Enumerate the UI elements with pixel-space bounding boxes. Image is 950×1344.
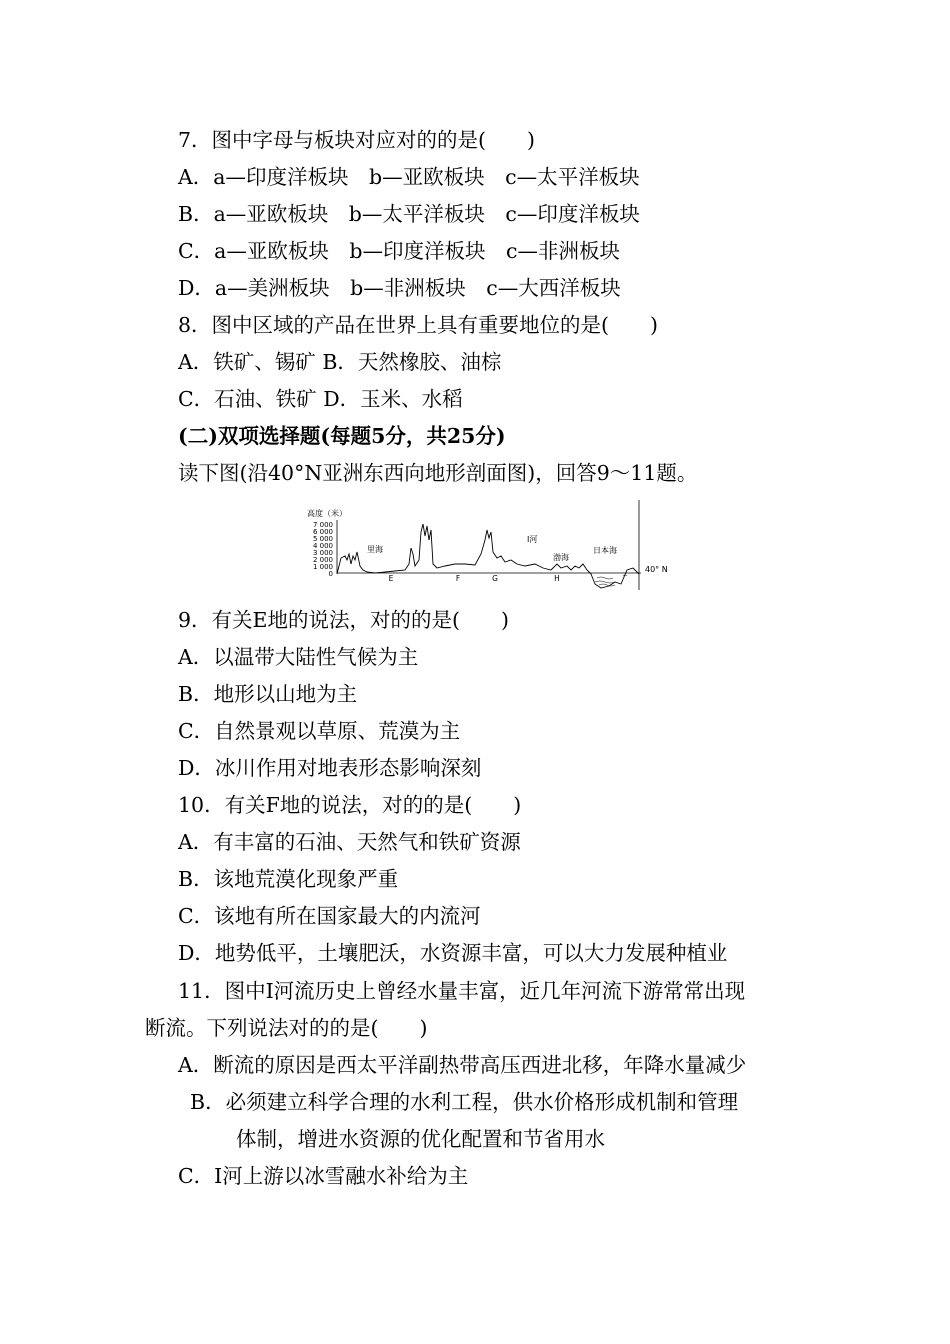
question-10-stem: 10．有关F地的说法，对的的是( ) (178, 793, 522, 817)
label-japan-sea: 日本海 (593, 546, 617, 555)
question-9-stem: 9．有关E地的说法，对的的是( ) (178, 608, 510, 632)
y-tick: 1 000 (312, 563, 333, 571)
question-9-option-c: C．自然景观以草原、荒漠为主 (178, 719, 461, 743)
question-11-option-b-line2: 体制，增进水资源的优化配置和节省用水 (236, 1127, 605, 1151)
y-tick: 2 000 (312, 556, 333, 564)
terrain-profile-figure (305, 494, 675, 592)
y-tick: 7 000 (312, 521, 333, 529)
question-11-stem-line2: 断流。下列说法对的的是( ) (145, 1016, 428, 1040)
y-tick: 5 000 (312, 535, 333, 543)
question-10-option-c: C．该地有所在国家最大的内流河 (178, 904, 481, 928)
y-tick: 0 (328, 570, 333, 578)
label-latitude: 40° N (645, 565, 668, 574)
question-7-option-b: B．a—亚欧板块 b—太平洋板块 c—印度洋板块 (178, 202, 640, 226)
question-10-option-a: A．有丰富的石油、天然气和铁矿资源 (178, 830, 521, 854)
question-10-option-b: B．该地荒漠化现象严重 (178, 867, 399, 891)
question-9-option-a: A．以温带大陆性气候为主 (178, 645, 419, 669)
terrain-profile-line (337, 524, 639, 588)
question-8-stem: 8．图中区域的产品在世界上具有重要地位的是( ) (178, 313, 659, 337)
question-10-option-d: D．地势低平，土壤肥沃，水资源丰富，可以大力发展种植业 (178, 941, 728, 965)
point-g: G (492, 574, 498, 583)
question-11-option-b-line1: B．必须建立科学合理的水利工程，供水价格形成机制和管理 (190, 1090, 739, 1114)
y-tick: 6 000 (312, 528, 333, 536)
question-9-option-b: B．地形以山地为主 (178, 682, 358, 706)
label-river-i: Ⅰ河 (527, 535, 538, 544)
question-8-options-ab: A．铁矿、锡矿 B．天然橡胶、油棕 (178, 350, 502, 374)
y-axis-title: 高度（米） (307, 509, 347, 518)
question-8-options-cd: C．石油、铁矿 D．玉米、水稻 (178, 387, 463, 411)
question-7-option-a: A．a—印度洋板块 b—亚欧板块 c—太平洋板块 (178, 165, 640, 189)
label-bohai: 渤海 (553, 553, 569, 562)
question-11-stem-line1: 11．图中Ⅰ河流历史上曾经水量丰富，近几年河流下游常常出现 (178, 979, 746, 1003)
question-11-option-c: C．Ⅰ河上游以冰雪融水补给为主 (178, 1164, 469, 1188)
question-7-option-d: D．a—美洲板块 b—非洲板块 c—大西洋板块 (178, 276, 621, 300)
point-e: E (388, 574, 394, 583)
y-tick: 3 000 (312, 549, 333, 557)
figure-intro: 读下图(沿40°N亚洲东西向地形剖面图)，回答9～11题。 (178, 461, 698, 485)
label-caspian-sea: 里海 (367, 545, 383, 554)
question-9-option-d: D．冰川作用对地表形态影响深刻 (178, 756, 482, 780)
point-h: H (554, 574, 560, 583)
question-11-option-a: A．断流的原因是西太平洋副热带高压西进北移，年降水量减少 (178, 1053, 747, 1077)
question-7-stem: 7．图中字母与板块对应对的的是( ) (178, 128, 536, 152)
point-f: F (455, 574, 461, 583)
section-heading: (二)双项选择题(每题5分，共25分) (178, 424, 506, 448)
y-tick: 4 000 (312, 542, 333, 550)
question-7-option-c: C．a—亚欧板块 b—印度洋板块 c—非洲板块 (178, 239, 621, 263)
